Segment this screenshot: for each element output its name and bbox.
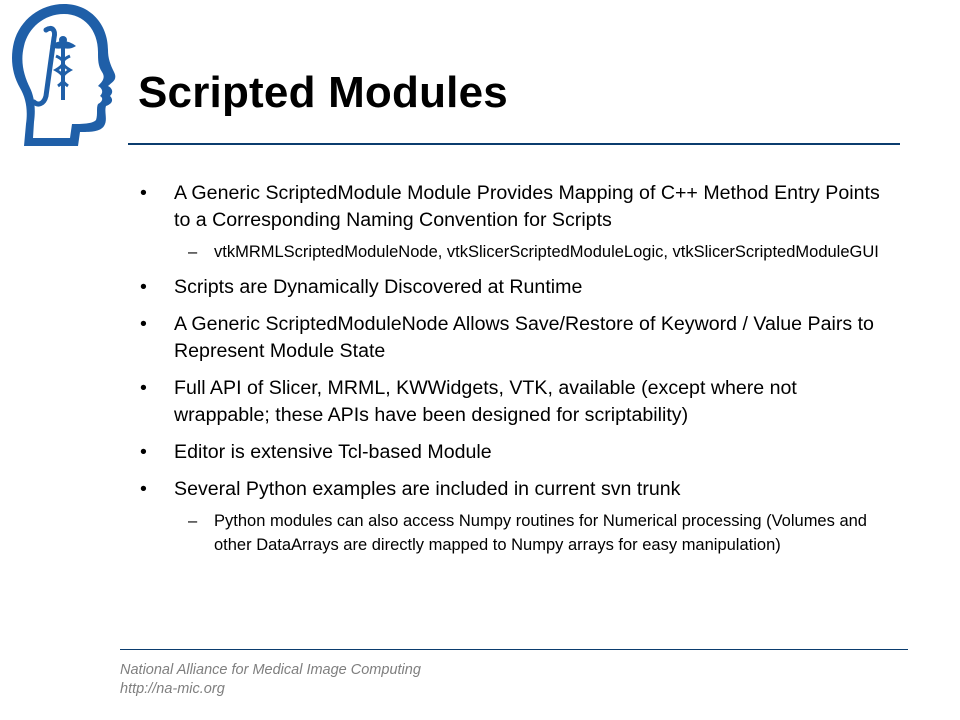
bullet-item [140, 375, 880, 429]
sub-bullet-item [174, 240, 880, 264]
na-mic-logo [0, 0, 128, 150]
bullet-text: Several Python examples are included in current svn trunk [174, 478, 681, 500]
sub-bullet-item [174, 509, 880, 557]
title-divider [128, 143, 900, 145]
bullet-item [140, 476, 880, 557]
bullet-marker: • [140, 377, 147, 399]
bullet-item [140, 439, 880, 466]
footer [120, 661, 421, 699]
bullet-marker: • [140, 276, 147, 298]
sub-bullet-marker: – [188, 512, 198, 530]
bullet-text: Editor is extensive Tcl-based Module [174, 441, 492, 463]
bullet-text: A Generic ScriptedModule Module Provides Mapping of C++ Method Entry Points to a Corresponding Naming Convention for Scripts [174, 182, 880, 231]
bullet-text: A Generic ScriptedModuleNode Allows Save/Restore of Keyword / Value Pairs to Represent Module State [174, 313, 874, 362]
head-profile-icon [0, 0, 128, 150]
bullet-marker: • [140, 182, 147, 204]
footer-divider [120, 649, 908, 650]
sub-bullet-marker: – [188, 243, 198, 261]
bullet-marker: • [140, 441, 147, 463]
bullet-marker: • [140, 313, 147, 335]
bullet-item [140, 311, 880, 365]
bullet-item [140, 274, 880, 301]
bullet-item [140, 180, 880, 264]
sub-bullet-list [174, 240, 880, 264]
footer-url: http://na-mic.org [120, 681, 225, 697]
sub-bullet-text: Python modules can also access Numpy routines for Numerical processing (Volumes and other DataArrays are directly mapped to Numpy arrays for easy manipulation) [214, 512, 867, 554]
slide-title: Scripted Modules [138, 68, 508, 117]
bullet-list [140, 180, 880, 567]
footer-organization: National Alliance for Medical Image Computing [120, 662, 421, 678]
bullet-text: Full API of Slicer, MRML, KWWidgets, VTK, available (except where not wrappable; these APIs have been designed for scriptability) [174, 377, 797, 426]
sub-bullet-list [174, 509, 880, 557]
sub-bullet-text: vtkMRMLScriptedModuleNode, vtkSlicerScriptedModuleLogic, vtkSlicerScriptedModuleGUI [214, 243, 879, 261]
bullet-marker: • [140, 478, 147, 500]
bullet-text: Scripts are Dynamically Discovered at Runtime [174, 276, 583, 298]
